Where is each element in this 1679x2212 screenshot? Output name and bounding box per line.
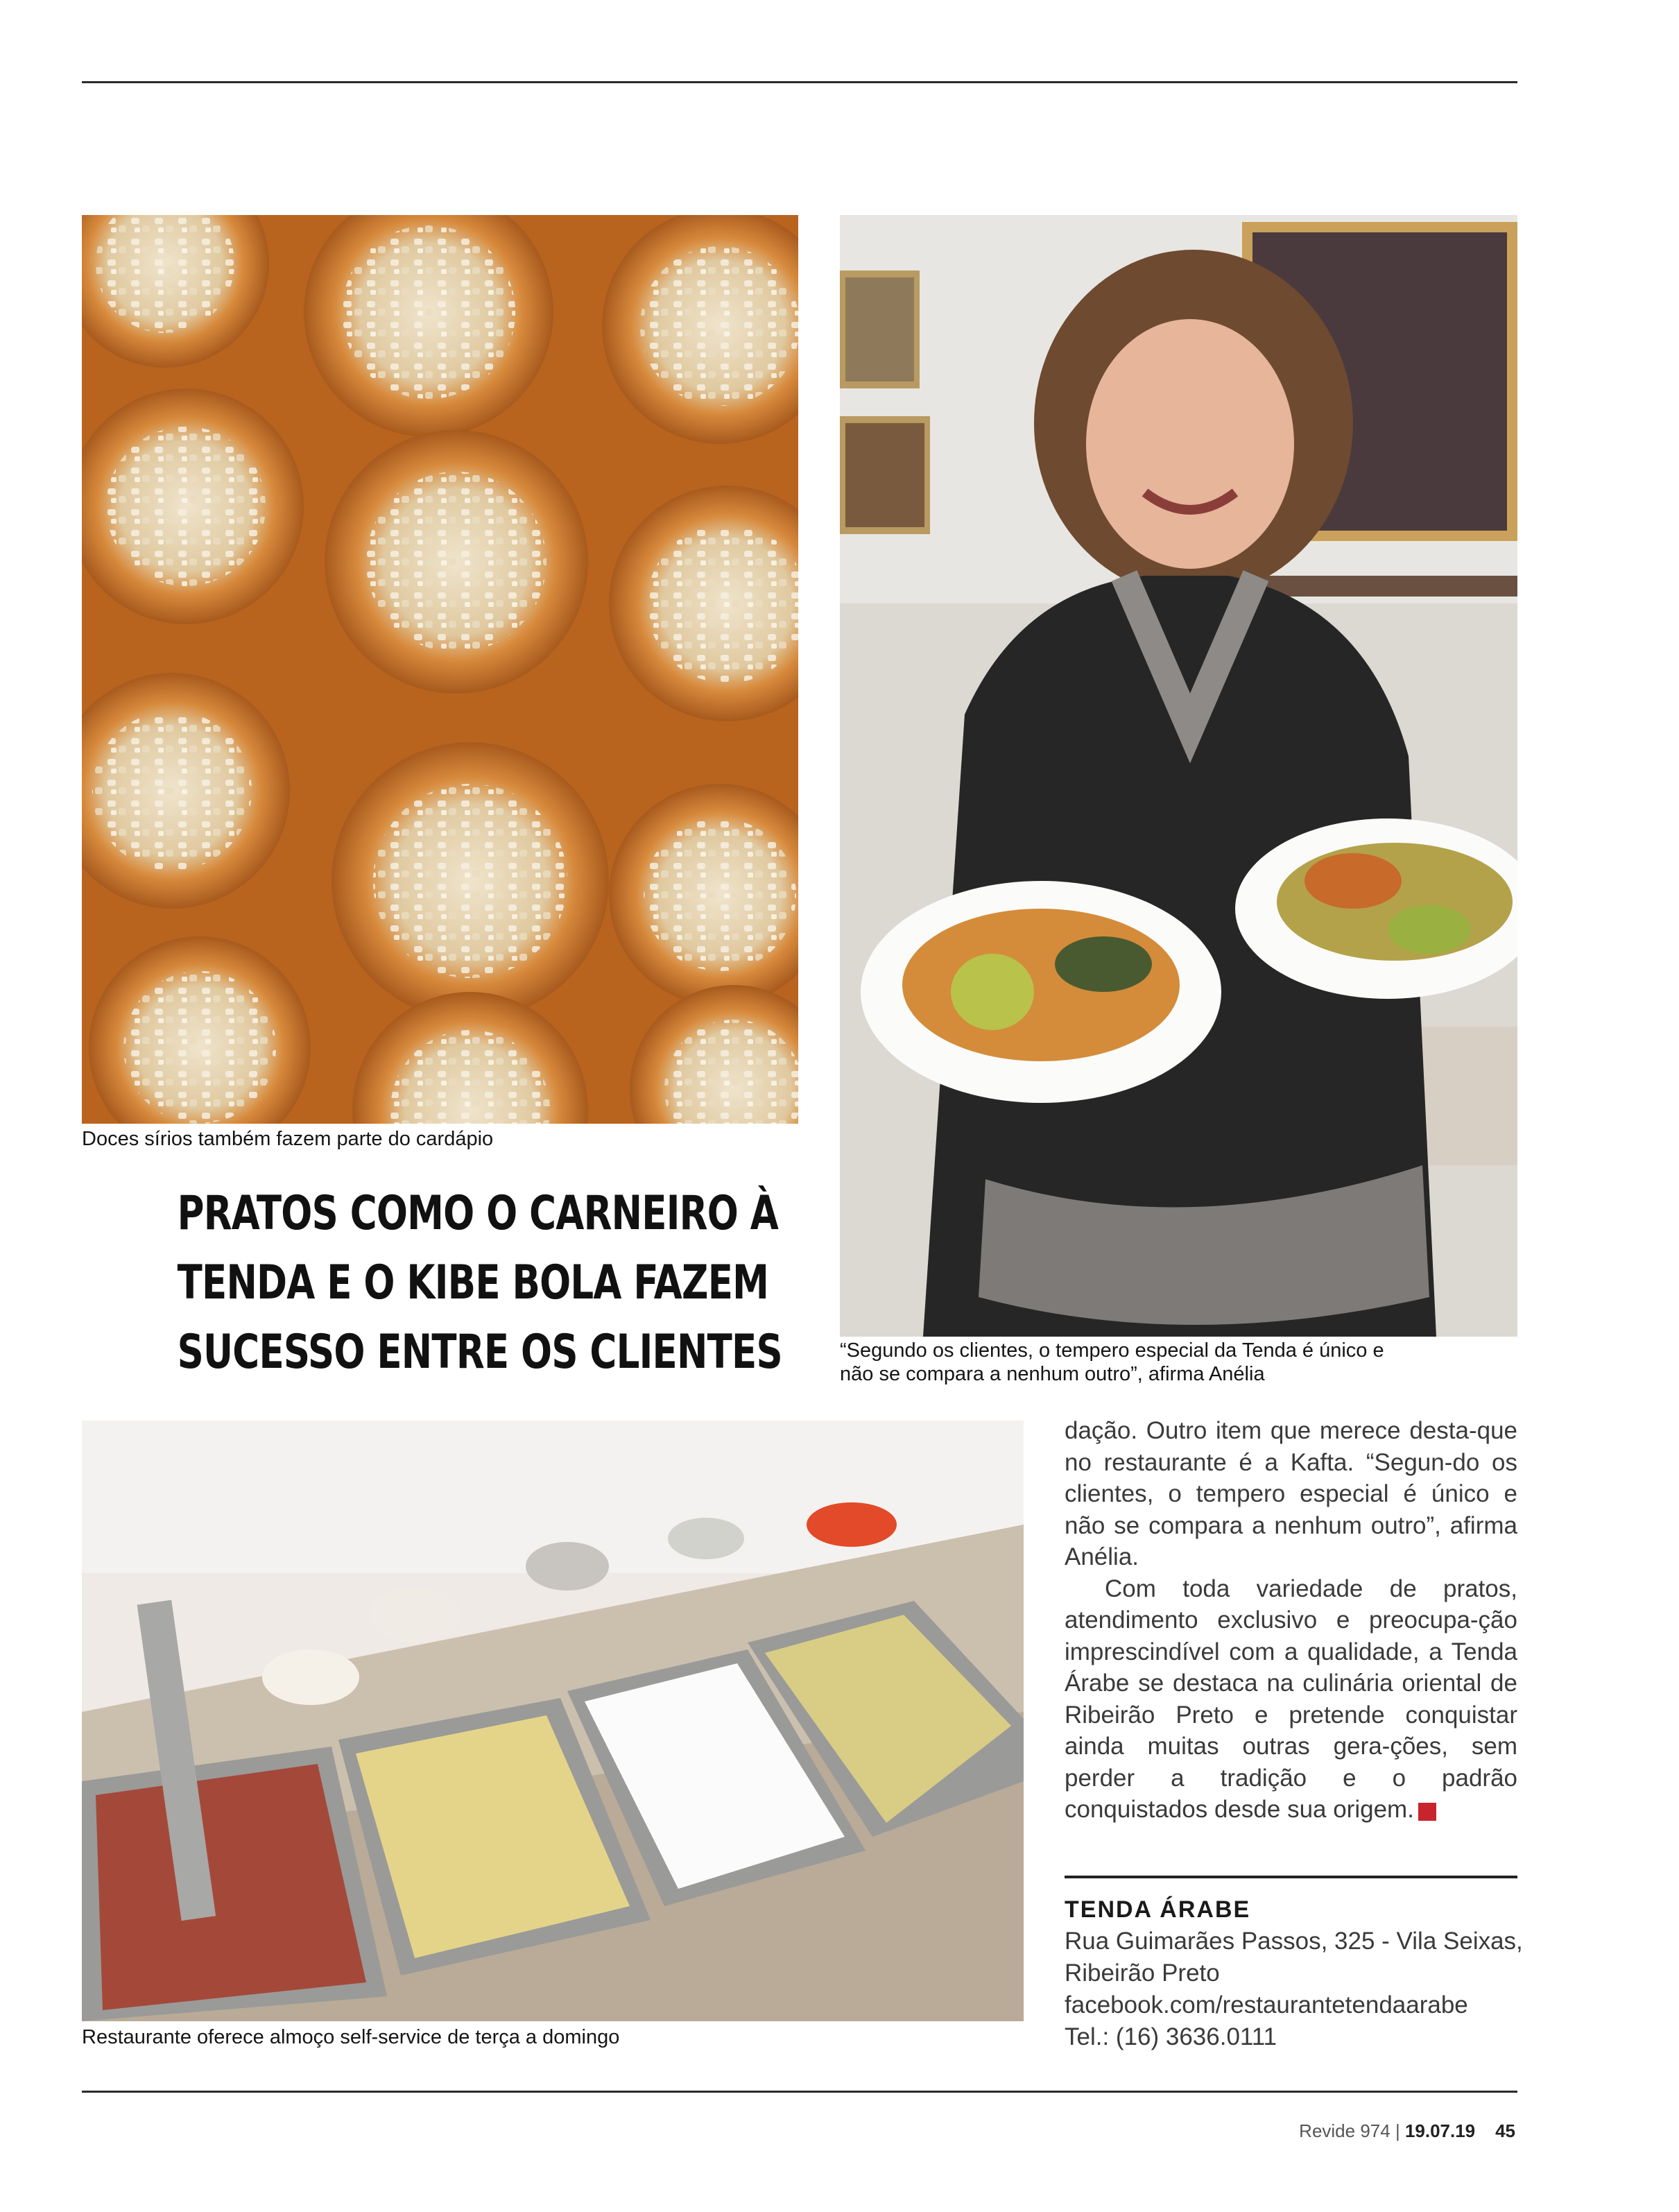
article-body [1065,1415,1517,1826]
bottom-rule [82,2091,1517,2093]
headline-line-1: PRATOS COMO O CARNEIRO À [177,1186,778,1241]
top-rule [82,81,1517,83]
buffet-caption: Restaurante oferece almoço self-service de terça a domingo [82,2026,620,2048]
restaurant-address-line-2: Ribeirão Preto [1065,1960,1220,1987]
revide-end-mark-icon: R [1418,1803,1436,1821]
restaurant-phone: Tel.: (16) 3636.0111 [1065,2023,1277,2050]
sweets-caption: Doces sírios também fazem parte do cardápio [82,1128,494,1150]
info-rule [1065,1876,1517,1878]
owner-caption: “Segundo os clientes, o tempero especial da Tenda é único e não se compara a nenhum outro”, afirma Anélia [840,1339,1384,1385]
footer-separator: | [1395,2120,1405,2141]
headline-line-3: SUCESSO ENTRE OS CLIENTES [177,1325,782,1380]
body-paragraph-2-text: Com toda variedade de pratos, atendimento exclusivo e preocupa-ção imprescindível com a qualidade, a Tenda Árabe se destaca na culinária oriental de Ribeirão Preto e pretende conquistar ainda muitas outras gera-ções, sem perder a tradição e o padrão conquistados desde sua origem. [1065,1575,1517,1823]
restaurant-name: TENDA ÁRABE [1065,1896,1251,1923]
owner-photo [840,215,1517,1337]
restaurant-address-line-1: Rua Guimarães Passos, 325 - Vila Seixas, [1065,1928,1523,1955]
body-paragraph-2 [1065,1573,1517,1826]
headline-line-2: TENDA E O KIBE BOLA FAZEM [177,1255,769,1310]
issue-date: 19.07.19 [1404,2120,1476,2141]
footer-gap [1480,2120,1490,2141]
body-paragraph-1: dação. Outro item que merece desta-que no restaurante é a Kafta. “Segun-do os clientes, o tempero especial é único e não se compara a nenhum outro”, afirma Anélia. [1065,1417,1517,1570]
magazine-issue: Revide 974 [1299,2120,1390,2141]
headline [177,1179,782,1387]
page-number: 45 [1495,2120,1515,2141]
page-footer [1299,2120,1515,2142]
restaurant-website: facebook.com/restaurantetendaarabe [1065,1991,1468,2018]
buffet-photo [82,1421,1024,2021]
sweets-photo [82,215,798,1124]
restaurant-info [1065,1894,1550,2053]
